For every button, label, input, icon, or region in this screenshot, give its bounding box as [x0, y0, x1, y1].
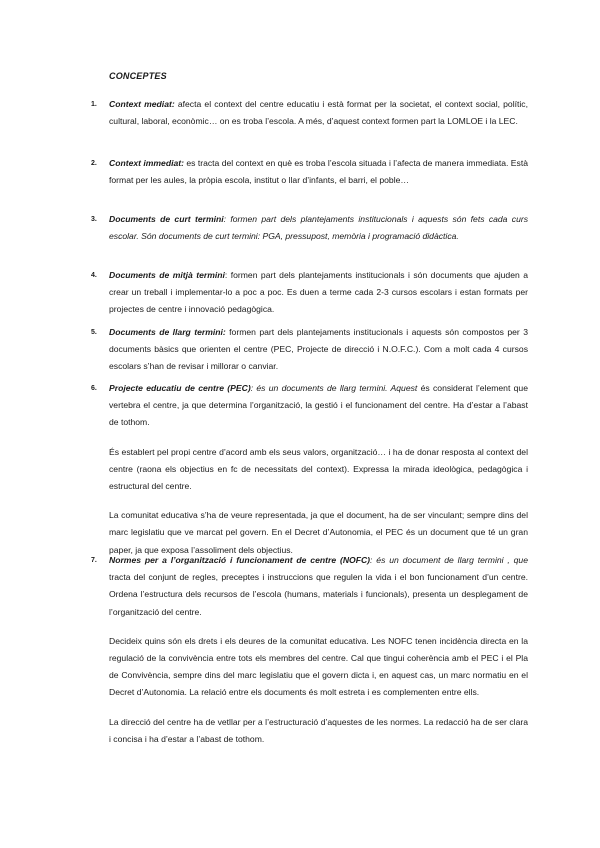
item-term: Documents de llarg termini: — [109, 327, 226, 337]
item-paragraph — [109, 324, 528, 376]
item-paragraph — [109, 155, 528, 189]
page-heading: CONCEPTES — [109, 71, 167, 81]
item-paragraph — [109, 552, 528, 621]
concept-item-2 — [91, 155, 528, 189]
item-italic-text: : és un documents de llarg termini. Aquest — [250, 383, 421, 393]
item-number: 7. — [91, 557, 97, 564]
item-paragraph: La comunitat educativa s’ha de veure representada, ja que el document, ha de ser vinculant; sempre dins del marc legislatiu que ve marcat pel govern. En el Decret d’Autonomia, el PEC és un document que té un gran paper, ja que exposa l’assoliment dels objectius. — [109, 510, 528, 555]
item-term: Normes per a l’organització i funcionament de centre (NOFC) — [109, 555, 371, 565]
item-italic-text: : formen part dels plantejaments institucionals i aquests són fets cada curs escolar. Són documents de curt termini: PGA, pressupost, memòria i programació didàctica. — [109, 214, 529, 242]
item-term: Context immediat: — [109, 158, 184, 168]
item-text: afecta el context del centre educatiu i està format per la societat, el context social, polític, cultural, laboral, econòmic… on es troba l’escola. A més, d’aquest context formen part la LOMLOE i la LEC. — [109, 99, 528, 127]
item-paragraph — [109, 267, 528, 319]
item-text: formen part dels plantejaments institucionals i aquests són compostos per 3 documents bàsics que orienten el centre (PEC, Projecte de direcció i N.O.F.C.). Com a molt cada 4 cursos escolars s’han de revisar i millorar o canviar. — [109, 327, 528, 372]
item-text: : formen part dels plantejaments institucionals i són documents que ajuden a crear un treball i implementar-lo a poc a poc. Es duen a terme cada 2-3 cursos escolars i estan formats per projectes de centre i innovació pedagògica. — [109, 270, 528, 315]
item-number: 5. — [91, 329, 97, 336]
item-body — [109, 324, 528, 376]
item-body — [109, 211, 528, 245]
concept-item-1 — [91, 96, 528, 130]
item-term: Documents de mitjà termini — [109, 270, 225, 280]
item-term: Context mediat: — [109, 99, 175, 109]
concept-item-5 — [91, 324, 528, 376]
concept-item-7 — [91, 552, 528, 748]
item-body — [109, 380, 528, 559]
item-paragraph — [109, 380, 528, 432]
item-number: 2. — [91, 160, 97, 167]
concept-item-3 — [91, 211, 528, 245]
item-text: tracta del conjunt de regles, preceptes i instruccions que regulen la vida i el bon funcionament d’un centre. Ordena l’estructura dels recursos de l’escola (humans, materials i funcionals), presenta un desplegament de l’organització del centre. — [109, 572, 528, 617]
item-number: 4. — [91, 272, 97, 279]
item-paragraph: Decideix quins són els drets i els deures de la comunitat educativa. Les NOFC tenen incidència directa en la regulació de la convivència entre tots els membres del centre. Cal que tingui coherència amb el PEC i el Pla de Convivència, sempre dins del marc legislatiu que el govern dicta i, en aquest cas, un marc normatiu en el Decret d’Autonomia. La relació entre els documents és molt estreta i es complementen entre ells. — [109, 635, 528, 698]
concept-item-6 — [91, 380, 528, 559]
item-paragraph — [109, 211, 528, 245]
item-number: 3. — [91, 216, 97, 223]
item-body — [109, 96, 528, 130]
item-body — [109, 552, 528, 748]
item-term: Documents de curt termini — [109, 214, 224, 224]
item-italic-text: : és un document de llarg termini , que — [370, 555, 528, 565]
concept-item-4 — [91, 267, 528, 319]
item-text: es tracta del context en què es troba l’escola situada i l’afecta de manera immediata. Està format per les aules, la pròpia escola, institut o llar d’infants, el barri, el poble… — [109, 158, 528, 186]
item-number: 6. — [91, 385, 97, 392]
item-number: 1. — [91, 101, 97, 108]
item-term: Projecte educatiu de centre (PEC) — [109, 383, 251, 393]
item-body — [109, 267, 528, 319]
item-paragraph — [109, 96, 528, 130]
item-text: és considerat l’element que vertebra el centre, ja que determina l’organització, la gestió i el funcionament del centre. Ha d’estar a l’abast de tothom. — [109, 383, 528, 428]
item-paragraph: La direcció del centre ha de vetllar per a l’estructuració d’aquestes de les normes. La redacció ha de ser clara i concisa i ha d’estar a l’abast de tothom. — [109, 716, 528, 744]
item-body — [109, 155, 528, 189]
item-paragraph: És establert pel propi centre d’acord amb els seus valors, organització… i ha de donar resposta al context del centre (raona els objectius en fc de necessitats del context). Expressa la mirada ideològica, pedagògica i estructural del centre. — [109, 446, 528, 492]
